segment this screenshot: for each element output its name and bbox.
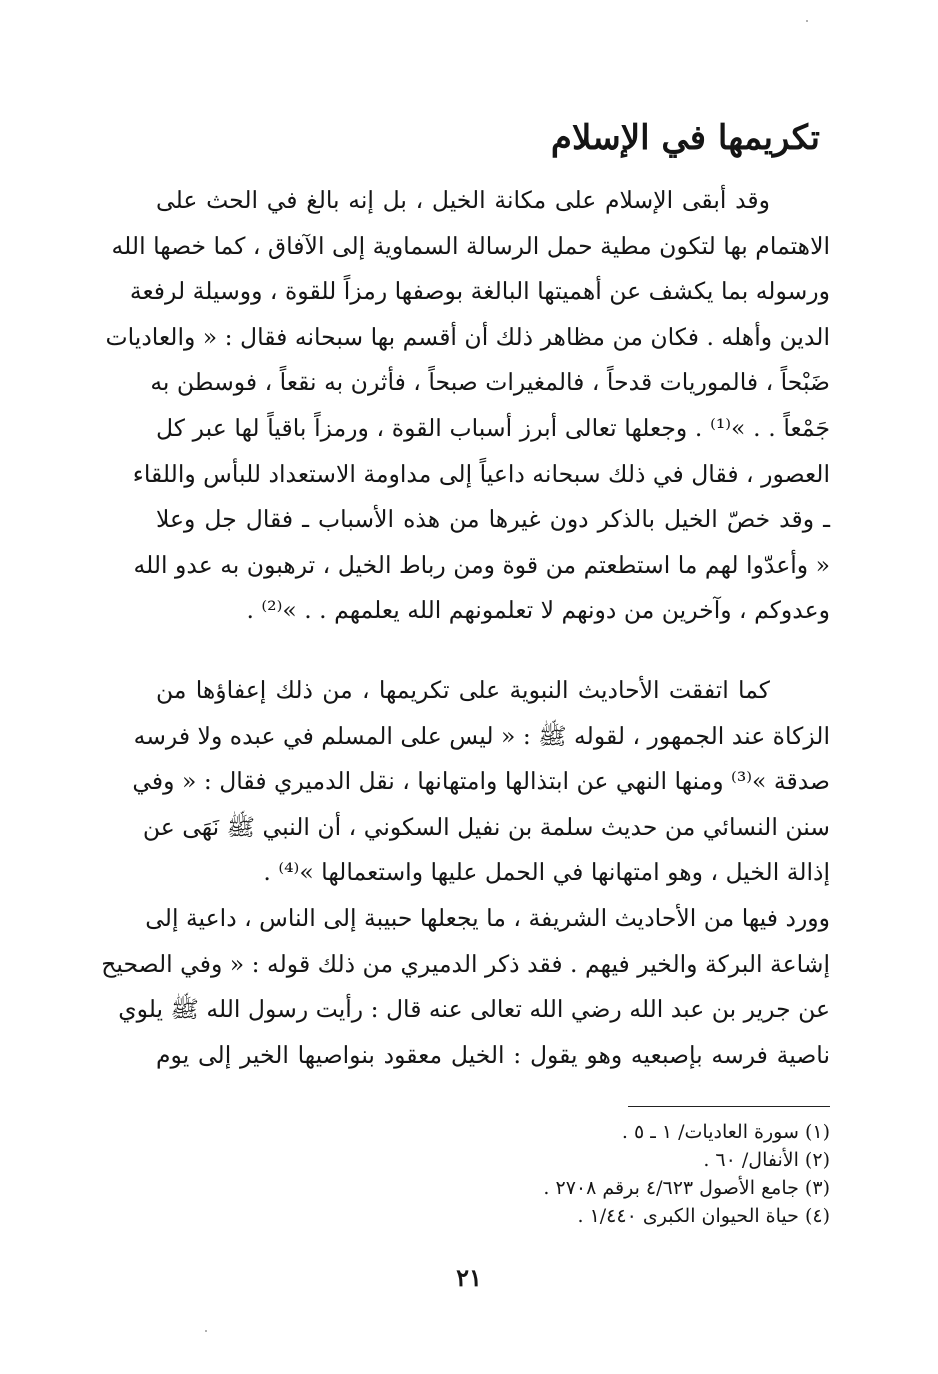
paragraph-1-line-4: الدين وأهله . فكان من مظاهر ذلك أن أقسم بها سبحانه فقال : « والعاديات bbox=[105, 322, 830, 351]
footnote-divider bbox=[628, 1106, 830, 1107]
scan-speck bbox=[806, 20, 808, 22]
paragraph-1-line-6: جَمْعاً . . »⁽¹⁾ . وجعلها تعالى أبرز أسباب القوة ، ورمزاً باقياً لها عبر كل bbox=[156, 413, 830, 442]
paragraph-1-line-9: « وأعدّوا لهم ما استطعتم من قوة ومن رباط الخيل ، ترهبون به عدو الله bbox=[133, 550, 830, 579]
footnote-1: (١) سورة العاديات/ ١ ـ ٥ . bbox=[621, 1121, 830, 1143]
paragraph-2-line-2: الزكاة عند الجمهور ، لقوله ﷺ : « ليس على المسلم في عبده ولا فرسه bbox=[133, 721, 830, 750]
section-heading: تكريمها في الإسلام bbox=[550, 118, 820, 158]
paragraph-2-line-4: سنن النسائي من حديث سلمة بن نفيل السكوني ، أن النبي ﷺ نَهَى عن bbox=[142, 812, 830, 841]
paragraph-2-line-7: إشاعة البركة والخير فيهم . فقد ذكر الدميري من ذلك قوله : « وفي الصحيح bbox=[101, 949, 830, 978]
footnote-3: (٣) جامع الأصول ٤/٦٢٣ برقم ٢٧٠٨ . bbox=[543, 1177, 830, 1199]
paragraph-2-line-1: كما اتفقت الأحاديث النبوية على تكريمها ، من ذلك إعفاؤها من bbox=[156, 676, 770, 704]
paragraph-1 bbox=[105, 178, 830, 634]
paragraph-2-line-9: ناصية فرسه بإصبعيه وهو يقول : الخيل معقود بنواصيها الخير إلى يوم bbox=[156, 1040, 830, 1069]
footnote-2: (٢) الأنفال/ ٦٠ . bbox=[703, 1149, 830, 1171]
footnotes bbox=[543, 1118, 830, 1230]
paragraph-1-line-5: ضَبْحاً ، فالموريات قدحاً ، فالمغيرات صبحاً ، فأثرن به نقعاً ، فوسطن به bbox=[150, 368, 830, 397]
paragraph-2 bbox=[101, 668, 830, 1078]
paragraph-2-line-3: صدقة »⁽³⁾ ومنها النهي عن ابتذالها وامتهانها ، نقل الدميري فقال : « وفي bbox=[132, 767, 830, 796]
footnote-4: (٤) حياة الحيوان الكبرى ١/٤٤٠ . bbox=[577, 1205, 830, 1227]
paragraph-1-line-7: العصور ، فقال في ذلك سبحانه داعياً إلى مداومة الاستعداد للبأس واللقاء bbox=[132, 459, 830, 488]
paragraph-2-line-5: إذالة الخيل ، وهو امتهانها في الحمل عليها واستعمالها »⁽⁴⁾ . bbox=[263, 858, 830, 887]
paragraph-2-line-6: وورد فيها من الأحاديث الشريفة ، ما يجعلها حبيبة إلى الناس ، داعية إلى bbox=[145, 903, 830, 932]
paragraph-1-line-3: ورسوله بما يكشف عن أهميتها البالغة بوصفها رمزاً للقوة ، ووسيلة لرفعة bbox=[129, 277, 830, 306]
paragraph-1-line-8: ـ وقد خصّ الخيل بالذكر دون غيرها من هذه الأسباب ـ فقال جل وعلا bbox=[156, 505, 830, 534]
paragraph-1-line-1: وقد أبقى الإسلام على مكانة الخيل ، بل إنه بالغ في الحث على bbox=[156, 186, 770, 214]
paragraph-2-line-8: عن جرير بن عبد الله رضي الله تعالى عنه قال : رأيت رسول الله ﷺ يلوي bbox=[118, 995, 830, 1024]
page-number: ٢١ bbox=[456, 1263, 482, 1292]
paragraph-1-line-2: الاهتمام بها لتكون مطية حمل الرسالة السماوية إلى الآفاق ، كما خصها الله bbox=[111, 231, 830, 260]
scan-speck bbox=[205, 1330, 207, 1332]
paragraph-1-line-10: وعدوكم ، وآخرين من دونهم لا تعلمونهم الله يعلمهم . . »⁽²⁾ . bbox=[246, 596, 830, 625]
